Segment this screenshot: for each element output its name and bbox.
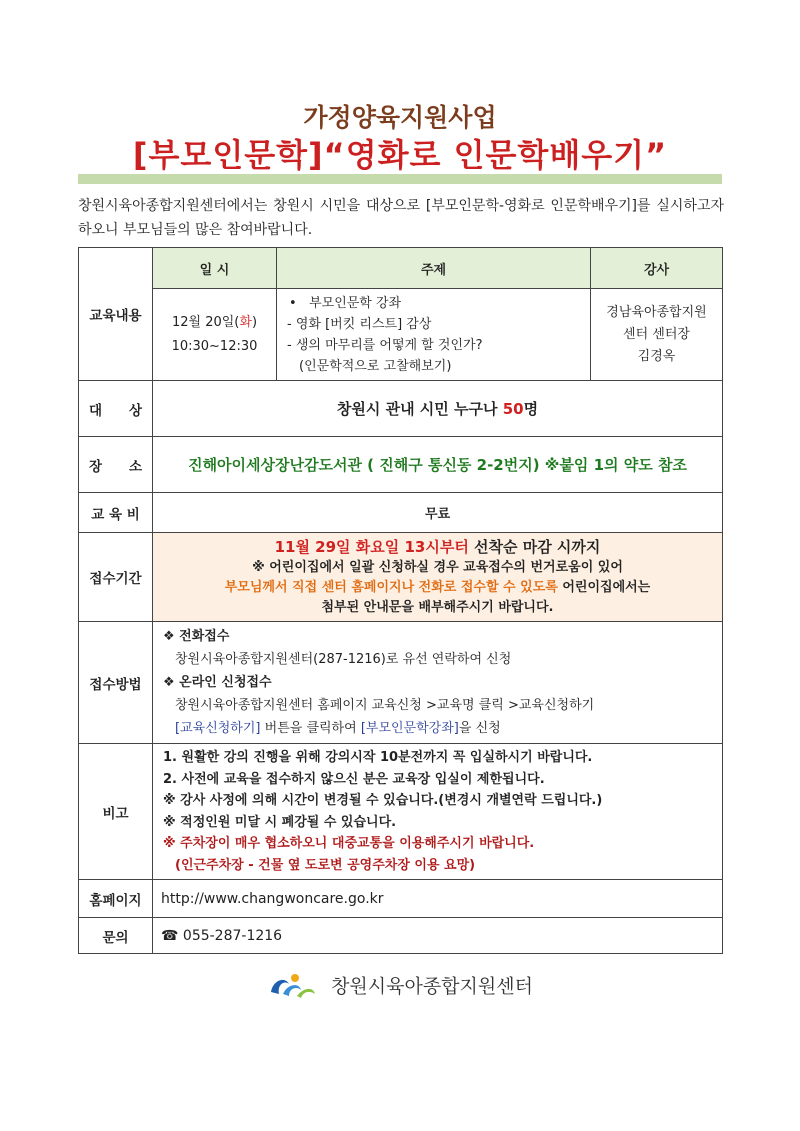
- period-label: 접수기간: [79, 533, 153, 622]
- footer: [0, 970, 800, 1000]
- place-label: 장 소: [79, 437, 153, 493]
- phone-signup-title: ❖ 전화접수: [163, 629, 230, 644]
- phone-signup-text: 창원시육아종합지원센터(287-1216)로 유선 연락하여 신청: [175, 652, 512, 667]
- education-lecturer: 경남육아종합지원 센터 센터장 김경옥: [591, 289, 723, 381]
- contact-value: [153, 918, 723, 954]
- target-label: 대 상: [79, 381, 153, 437]
- place-value: 진해아이세상장난감도서관 ( 진해구 통신동 2-2번지) ※붙임 1의 약도 참조: [153, 437, 723, 493]
- footer-org-name: 창원시육아종합지원센터: [331, 975, 533, 998]
- education-label: 교육내용: [79, 248, 153, 381]
- phone-icon: ☎: [161, 927, 179, 944]
- col-date-header: 일 시: [153, 248, 277, 289]
- title-divider: [78, 174, 722, 184]
- info-table: [78, 247, 723, 954]
- education-topic: • 부모인문학 강좌 - 영화 [버킷 리스트] 감상 - 생의 마무리를 어떻게 할 것인가? (인문학적으로 고찰해보기): [277, 289, 591, 381]
- homepage-label: 홈페이지: [79, 880, 153, 918]
- homepage-url[interactable]: http://www.changwoncare.go.kr: [153, 880, 723, 918]
- method-label: 접수방법: [79, 622, 153, 744]
- title-line1: 가정양육지원사업: [303, 103, 497, 132]
- target-value: 창원시 관내 시민 누구나 50명: [153, 381, 723, 437]
- method-value: ❖ 전화접수 창원시육아종합지원센터(287-1216)로 유선 연락하여 신청 ❖ 온라인 신청접수 창원시육아종합지원센터 홈페이지 교육신청 >교육명 클릭 >교육신청하기 [교육신청하기] 버튼을 클릭하여 [부모인문학강좌]을 신청: [153, 622, 723, 744]
- online-signup-text: 창원시육아종합지원센터 홈페이지 교육신청 >교육명 클릭 >교육신청하기: [175, 698, 595, 713]
- education-time: 10:30~12:30: [171, 338, 258, 354]
- education-date: 12월 20일(화) 10:30~12:30: [153, 289, 277, 381]
- period-value: 11월 29일 화요일 13시부터 선착순 마감 시까지 ※ 어린이집에서 일괄 신청하실 경우 교육접수의 번거로움이 있어 부모님께서 직접 센터 홈페이지나 전화로 접수할 수 있도록 어린이집에서는 첨부된 안내문을 배부해주시기 바랍니다.: [153, 533, 723, 622]
- contact-label: 문의: [79, 918, 153, 954]
- contact-phone: 055-287-1216: [182, 927, 283, 944]
- intro-text: 창원시육아종합지원센터에서는 창원시 시민을 대상으로 [부모인문학-영화로 인문학배우기]를 실시하고자 하오니 부모님들의 많은 참여바랍니다.: [78, 198, 724, 238]
- notes-value: 1. 원활한 강의 진행을 위해 강의시작 10분전까지 꼭 입실하시기 바랍니다. 2. 사전에 교육을 접수하지 않으신 분은 교육장 입실이 제한됩니다. ※ 강사 사정에 의해 시간이 변경될 수 있습니다.(변경시 개별연락 드립니다.) ※ 적정인원 미달 시 폐강될 수 있습니다. ※ 주차장이 매우 협소하오니 대중교통을 이용해주시기 바랍니다. (인근주차장 - 건물 옆 도로변 공영주차장 이용 요망): [153, 744, 723, 880]
- online-signup-title: ❖ 온라인 신청접수: [163, 675, 272, 690]
- fee-value: 무료: [153, 493, 723, 533]
- notes-label: 비고: [79, 744, 153, 880]
- fee-label: 교 육 비: [79, 493, 153, 533]
- center-logo-icon: [267, 970, 317, 1000]
- col-topic-header: 주제: [277, 248, 591, 289]
- col-lecturer-header: 강사: [591, 248, 723, 289]
- title-line2: [부모인문학]“영화로 인문학배우기”: [132, 136, 668, 174]
